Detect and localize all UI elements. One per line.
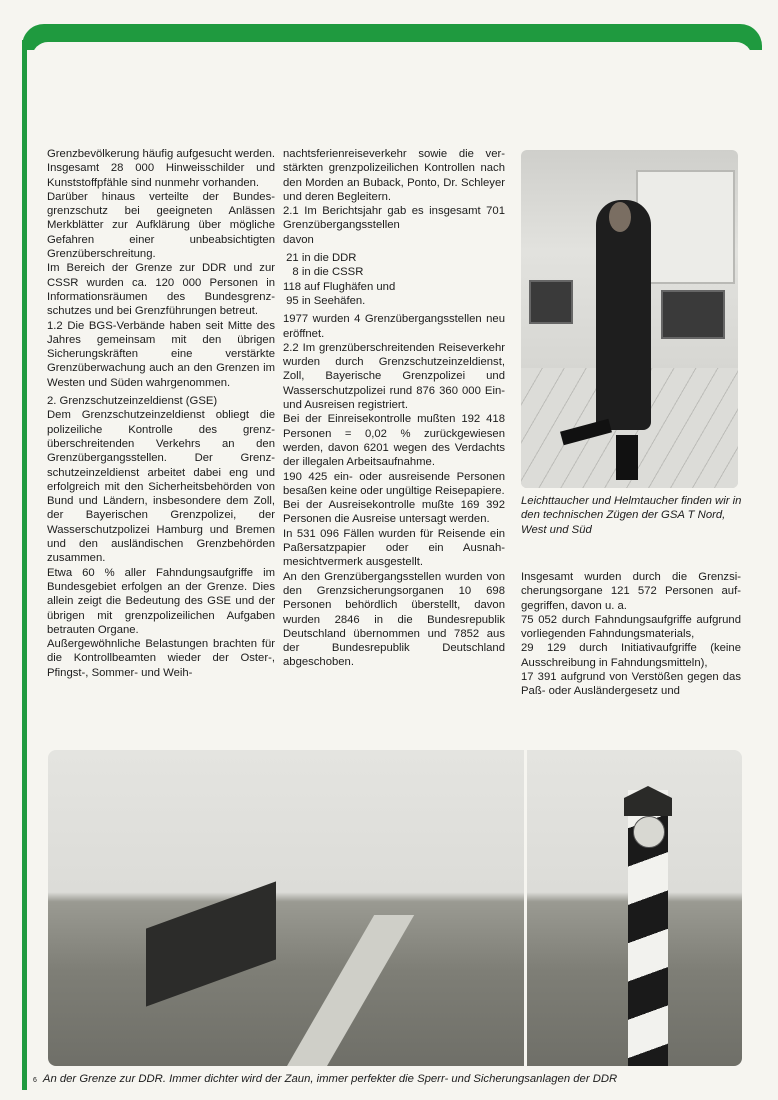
equipment-case bbox=[661, 290, 725, 339]
paragraph: nachtsferienreiseverkehr sowie die verstärkten grenzpolizeilichen Kontrollen nach den Morden an Buback, Ponto, Dr. Schleyer und deren Begleitern. bbox=[283, 148, 505, 203]
paragraph: In 531 096 Fällen wurden für Reisende ein Paßersatzpapier oder ein Ausnahmesichtvermerk ausgestellt. bbox=[283, 527, 505, 569]
paragraph: Darüber hinaus verteilte der Bundesgrenzschutz bei geeigneten Anlässen Merkblätter zur Aufklärung über mögliche Gefahren einer unbeabsichtigten Grenzüberschreitung. bbox=[47, 190, 275, 261]
caption-text: An der Grenze zur DDR. Immer dichter wird der Zaun, immer perfekter die Sperr- und Sicherungsanlagen der DDR bbox=[42, 1073, 618, 1085]
paragraph: An den Grenzübergangsstellen wurden von den Grenzsicherungsorganen 10 698 Personen behördlich überstellt, davon wurden 2846 in die Bundesrepublik Deutschland übernommen und 7852 aus der Bundesrepublik Deutschland abgeschoben. bbox=[283, 570, 505, 669]
paragraph: Bei der Einreisekontrolle mußten 192 418 Personen = 0,02 % zurückgewiesen werden, davon 6201 wegen des Verdachts der illegalen Arbeitsaufnahme. bbox=[283, 413, 505, 469]
text-column-3 bbox=[521, 570, 741, 699]
header-band-inner bbox=[32, 42, 752, 62]
text-column-2 bbox=[283, 147, 505, 670]
photo-fence bbox=[146, 881, 276, 1006]
diver-fin bbox=[616, 435, 638, 480]
bottom-caption bbox=[33, 1073, 617, 1085]
paragraph: 2.1 Im Berichtsjahr gab es insgesamt 701 Grenzübergangsstellen bbox=[283, 205, 505, 232]
list-item: 21 in die DDR bbox=[283, 252, 357, 265]
paragraph: Dem Grenzschutzeinzeldienst obliegt die polizeiliche Kontrolle des grenzüberschreitenden Verkehrs an den Grenzübergangsstellen. Der Grenzschutzeinzeldienst arbeitet dabei eng und erfolgreich mit den Sicherheitsbehörden von Bund und Ländern, insbesondere dem Zoll, der Bayerischen Grenzpolizei, der Wasserschutzpolizei Hamburg und Bremen und den ausländischen Grenzbehörden zusammen. bbox=[47, 409, 275, 565]
paragraph: Grenzbevölkerung häufig aufgesucht werden. Insgesamt 28 000 Hinweisschilder und Kunststoffpfähle sind nunmehr vorhanden. bbox=[47, 148, 275, 189]
paragraph: Außergewöhnliche Belastungen brachten für die Kontrollbeamten wieder der Oster-, Pfingst-, Sommer- und Weih- bbox=[47, 638, 275, 679]
paragraph: 190 425 ein- oder ausreisende Personen besaßen keine oder ungültige Reisepapiere. bbox=[283, 470, 505, 497]
crossing-list bbox=[283, 251, 505, 308]
photo-caption: Leichttaucher und Helmtaucher finden wir in den technischen Zügen der GSA T Nord, West und Süd bbox=[521, 495, 742, 536]
paragraph: 1.2 Die BGS-Verbände haben seit Mitte des Jahres gemeinsam mit den übrigen Sicherungskräften eine verstärkte Grenzüberwachung auch an den Grenzen im Westen und Süden wahrgenommen. bbox=[47, 319, 275, 389]
equipment-case bbox=[529, 280, 573, 324]
list-item: 118 auf Flughäfen und bbox=[283, 280, 396, 293]
paragraph: davon bbox=[283, 233, 314, 246]
photo-divider bbox=[524, 750, 527, 1066]
paragraph: 29 129 durch Initiativaufgriffe (keine Ausschreibung in Fahndungsmitteln), bbox=[521, 642, 741, 669]
paragraph: 1977 wurden 4 Grenzübergangsstellen neu eröffnet. bbox=[283, 313, 505, 340]
ddr-emblem bbox=[633, 816, 665, 848]
paragraph: 2.2 Im grenzüberschreitenden Reiseverkehr wurden durch Grenzschutzeinzeldienst, Zoll, Bayerische Grenzpolizei und Wasserschutzpolizei rund 876 360 000 Ein- und Ausreisen registriert. bbox=[283, 341, 505, 412]
green-margin-line bbox=[22, 40, 27, 1090]
list-item: 95 in Seehäfen. bbox=[283, 294, 366, 307]
paragraph: 75 052 durch Fahndungsaufgriffe aufgrund vorliegenden Fahndungsmaterials, bbox=[521, 613, 741, 641]
diver-figure bbox=[596, 200, 651, 430]
photo-road bbox=[282, 915, 414, 1066]
diver-photo bbox=[521, 150, 738, 488]
section-heading: 2. Grenzschutzeinzeldienst (GSE) bbox=[47, 395, 218, 408]
page-number: 6 bbox=[33, 1077, 37, 1084]
list-item: 8 in die CSSR bbox=[283, 266, 364, 279]
paragraph: Insgesamt wurden durch die Grenzsicherungsorgane 121 572 Personen aufgegriffen, davon u. a. bbox=[521, 571, 741, 612]
border-landscape-photo bbox=[48, 750, 742, 1066]
paragraph: Im Bereich der Grenze zur DDR und zur CSSR wurden ca. 120 000 Personen in Informationsräumen des Bundesgrenzschutzes und bei Grenzführungen betreut. bbox=[47, 262, 275, 318]
diver-head bbox=[609, 202, 631, 232]
paragraph: Etwa 60 % aller Fahndungsaufgriffe im Bundesgebiet erfolgen an der Grenze. Dies allein zeigt die Bedeutung des GSE und der übrigen mit grenzpolizeilichen Aufgaben betrauten Organe. bbox=[47, 566, 275, 636]
paragraph: Bei der Ausreisekontrolle mußte 169 392 Personen die Ausreise untersagt werden. bbox=[283, 499, 505, 526]
text-column-1 bbox=[47, 147, 275, 680]
paragraph: 17 391 aufgrund von Verstößen gegen das Paß- oder Ausländergesetz und bbox=[521, 671, 741, 698]
